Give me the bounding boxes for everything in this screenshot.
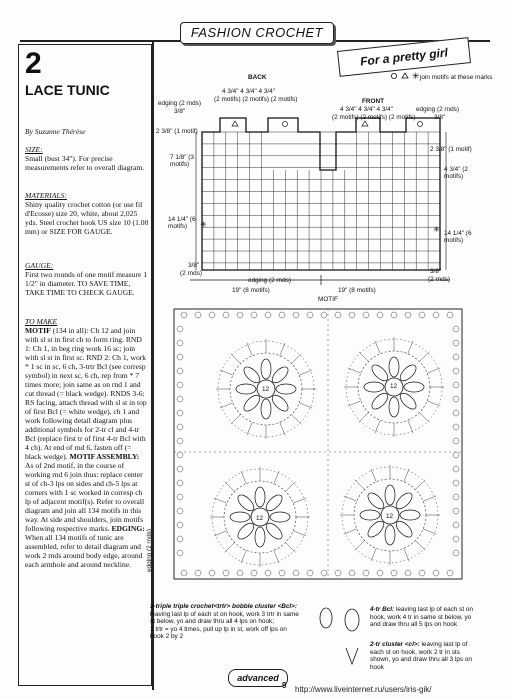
petal [360, 510, 380, 520]
schematic-grid [150, 70, 512, 300]
edge-loop [453, 340, 459, 346]
edge-loop [177, 452, 183, 458]
edge-loop [177, 480, 183, 486]
legend-bcl-title: 3-triple triple crochet<trtr> bobble cluster <Bcl>: [150, 603, 298, 610]
stitch-line [404, 548, 409, 561]
stitch-line [241, 550, 246, 563]
motif-drawing [170, 305, 466, 583]
size-text: Small (bust 34"). For precise measurements refer to overall diagram. [25, 154, 145, 172]
edge-loop [251, 570, 257, 576]
edge-loop [177, 508, 183, 514]
edge-loop [251, 312, 257, 318]
header-title: FASHION CROCHET [190, 25, 324, 40]
gauge-text: First two rounds of one motif measure 1 1/2" in diameter. TO SAVE TIME, TAKE TIME TO CHECK GAUGE. [25, 270, 148, 297]
edge-loop [307, 570, 313, 576]
front-top-dims: 4 3/4" 4 3/4" 4 3/4" [340, 106, 393, 113]
petal [385, 525, 395, 545]
make-section [25, 317, 149, 569]
edge-loop [453, 508, 459, 514]
edge-loop [237, 570, 243, 576]
petal [255, 527, 265, 547]
edge-loop [307, 312, 313, 318]
svg-text:✳: ✳ [200, 220, 207, 229]
edge-loop [321, 312, 327, 318]
edge-loop [279, 570, 285, 576]
back-label: BACK [248, 74, 267, 81]
left-dim-2: 7 1/8" (3 motifs) [170, 154, 194, 168]
stitch-line [348, 401, 361, 406]
edge-loop [265, 312, 271, 318]
gauge-section [25, 261, 149, 297]
stitch-line [299, 403, 312, 408]
petal [398, 362, 419, 383]
petal [400, 510, 420, 520]
eighth-left-bottom: 3/8" [188, 262, 200, 269]
author-line: By Suzanne Thérèse [25, 127, 86, 136]
edge-loop [335, 312, 341, 318]
left-dim-3: 14 1/4" (6 motifs) [168, 216, 196, 230]
edge-loop [335, 570, 341, 576]
stitch-line [423, 496, 436, 501]
edge-loop [447, 312, 453, 318]
petal [235, 492, 256, 513]
svg-text:✳: ✳ [412, 72, 420, 82]
motif-label: MOTIF [318, 296, 338, 303]
petal [404, 382, 424, 392]
back-top-motifs: (2 motifs) (2 motifs) (2 motifs) [214, 96, 298, 103]
instructions-box [18, 44, 152, 686]
stitch-line [293, 531, 306, 536]
stitch-line [299, 370, 312, 375]
petal [365, 519, 386, 540]
instructions-column [16, 40, 154, 690]
edge-loop [453, 368, 459, 374]
edge-loop [453, 382, 459, 388]
petal [235, 521, 256, 542]
stitch-line [359, 412, 369, 422]
eighth-right-bottom: 3/8" [430, 268, 442, 275]
stitch-line [408, 341, 413, 354]
edge-loop [177, 410, 183, 416]
motif-center-3: 12 [256, 515, 264, 522]
petal [276, 384, 296, 394]
edge-loop [293, 570, 299, 576]
stitch-line [293, 498, 306, 503]
brand-text: advanced [237, 673, 279, 683]
stitch-line [231, 354, 241, 364]
petal [255, 487, 265, 507]
edge-loop [419, 312, 425, 318]
edge-loop [349, 570, 355, 576]
assembly-heading: MOTIF ASSEMBLY: [69, 452, 140, 461]
petal [236, 384, 256, 394]
petal [394, 490, 415, 511]
stitch-line [375, 341, 380, 354]
stitch-line [408, 420, 413, 433]
petal [264, 492, 285, 513]
right-dim-1: 2 3/8" (1 motif) [430, 146, 472, 153]
motif-center-4: 12 [386, 513, 394, 520]
edge-loop [391, 312, 397, 318]
stitch-line [427, 401, 440, 406]
stitch-line [423, 529, 436, 534]
edge-loop [177, 382, 183, 388]
rnds-left-bottom: (2 rnds) [180, 270, 203, 277]
size-heading: SIZE: [25, 145, 43, 154]
make-heading: TO MAKE [25, 317, 58, 326]
petal [389, 397, 399, 417]
stitch-line [285, 542, 295, 552]
edge-loop [181, 312, 187, 318]
edge-loop [177, 424, 183, 430]
stitch-line [344, 529, 357, 534]
pattern-number: 2 [25, 47, 42, 80]
petal [230, 512, 250, 522]
left-dim-1: 2 3/8" (1 motif) [156, 128, 198, 135]
stitch-line [280, 343, 285, 356]
stitch-line [280, 422, 285, 435]
page-number: 9 [282, 681, 287, 690]
stitch-line [375, 420, 380, 433]
back-top-dims: 4 3/4" 4 3/4" 4 3/4" [222, 88, 275, 95]
edge-loop [433, 570, 439, 576]
edge-loop [209, 570, 215, 576]
bottom-dim-front: 19" (8 motifs) [338, 287, 376, 294]
stitch-line [274, 471, 279, 484]
stitch-line [247, 422, 252, 435]
edging-text: When all 134 motifs of tunic are assembled, refer to detail diagram and work 2 rnds around body edge, around each armhole and around neckline. [25, 533, 143, 569]
edge-loop [453, 550, 459, 556]
stitch-line [220, 403, 233, 408]
petal [261, 399, 271, 419]
petal [270, 393, 291, 414]
assembly-text: As of 2nd motif, in the course of working rnd 6 join thus: replace center st of ch-3 lps on sides and ch-5 lps at corners with 1 sc worked in corresp ch lp of adjacent motif(s). Refer to overall diagram and join all 134 motifs in this way. At side and shoulders, join motifs following respective marks. [25, 461, 145, 533]
materials-heading: MATERIALS: [25, 191, 67, 200]
legend-cl-title: 2-tr cluster <cl>: [370, 641, 420, 648]
edge-loop [453, 354, 459, 360]
materials-text: Shiny quality crochet cotton (or use fil d'Ecosse) size 20, white, about 2,025 yds. Steel crochet hook US size 10 (1.00 mm) or SIZE FOR GAUGE. [25, 200, 149, 236]
motif-text: (134 in all): Ch 12 and join with sl st in first ch to form ring. RND 1: Ch 1, in beg ring work 16 sc; join with sl st in first sc. RND 2: Ch 1, work * 1 sc in sc, 6 ch, 3-trtr Bcl (see corresp symbol) in next sc, 6 ch, rep from * 7 times more; join same as on rnd 1 and cut thread (= black wedge). RNDS 3-6: RS facing, attach thread with sl st in top of first Bcl (= white wedge), ch 1 and work following detail diagram plus additional symbols for 2-tr cl and 4-tr Bcl (replace first tr of first 4-tr Bcl with 4 ch). At end of rnd 6, fasten off (= black wedge). [25, 326, 147, 461]
edge-loop [321, 570, 327, 576]
stitch-line [274, 550, 279, 563]
join-note: join motifs at these marks [420, 74, 493, 81]
edge-loop [177, 522, 183, 528]
petal [398, 391, 419, 412]
motif-edging-label: edging (2 rnds) [146, 529, 153, 572]
edge-loop [177, 340, 183, 346]
brand-badge [228, 669, 288, 687]
stitch-line [344, 496, 357, 501]
stitch-line [241, 471, 246, 484]
petal [241, 393, 262, 414]
petal [261, 359, 271, 379]
edge-loop [453, 452, 459, 458]
legend-trtr-text: 1 trtr = yo 4 times, pull up lp in st, work off lps on hook 2 by 2 [150, 625, 287, 641]
stitch-line [419, 412, 429, 422]
motif-center-1: 12 [262, 386, 270, 393]
edge-loop [405, 570, 411, 576]
edge-loop [453, 522, 459, 528]
edge-loop [177, 396, 183, 402]
source-url: http://www.liveinternet.ru/users/iris-gik/ [295, 685, 432, 694]
petal [369, 362, 390, 383]
banner-text: For a pretty girl [359, 45, 449, 69]
legend-symbols [312, 606, 364, 666]
stitch-line [225, 542, 235, 552]
stitch-line [291, 414, 301, 424]
edge-loop [177, 326, 183, 332]
edge-loop [293, 312, 299, 318]
materials-section [25, 191, 149, 236]
stitch-line [220, 370, 233, 375]
legend-4tr-text: leaving last lp of each st on hook, work 4 tr in same st below, yo and draw thru all 5 lps on hook [370, 606, 474, 629]
edge-loop [419, 570, 425, 576]
pattern-title: LACE TUNIC [25, 82, 110, 98]
petal [394, 519, 415, 540]
edge-loop [453, 536, 459, 542]
bottom-dim-back: 19" (8 motifs) [232, 287, 270, 294]
tunic-schematic [150, 70, 512, 300]
legend-4tr [370, 606, 480, 629]
stitch-line [419, 352, 429, 362]
edge-loop [453, 494, 459, 500]
legend-cl-text: leaving last lp of each st on hook, work 2 tr in sts shown, yo and draw thru all 3 lps on hook [370, 641, 472, 671]
stitch-line [371, 469, 376, 482]
rnds-right-bottom: (2 rnds) [428, 276, 451, 283]
edge-loop [363, 570, 369, 576]
edge-loop [177, 550, 183, 556]
edge-loop [181, 570, 187, 576]
edge-loop [377, 312, 383, 318]
right-dim-2: 4 3/4" (2 motifs) [444, 166, 468, 180]
edge-loop [363, 312, 369, 318]
edge-loop [237, 312, 243, 318]
edge-loop [177, 438, 183, 444]
edging-right-top: edging (2 rnds) [416, 106, 459, 113]
edge-loop [209, 312, 215, 318]
stitch-line [225, 482, 235, 492]
stitch-line [214, 498, 227, 503]
legend-bcl [150, 603, 300, 641]
petal [369, 391, 390, 412]
edge-loop [405, 312, 411, 318]
stitch-line [355, 540, 365, 550]
right-dim-3: 14 1/4" (6 motifs) [444, 230, 472, 244]
petal [270, 512, 290, 522]
stitch-line [355, 480, 365, 490]
header-tab [180, 22, 334, 44]
motif-center-2: 12 [390, 383, 398, 390]
petal [264, 521, 285, 542]
edge-loop [195, 570, 201, 576]
edge-loop [453, 438, 459, 444]
petal [389, 357, 399, 377]
stitch-line [231, 414, 241, 424]
edge-loop [391, 570, 397, 576]
stitch-line [359, 352, 369, 362]
petal [270, 364, 291, 385]
edge-loop [453, 326, 459, 332]
legend-bcl-text: leaving last lp of each st on hook, work 3 trtr in same st below, yo and draw thru all 4 lps on hook; [150, 610, 299, 626]
petal [364, 382, 384, 392]
stitch-line [404, 469, 409, 482]
stitch-line [247, 343, 252, 356]
edge-loop [453, 396, 459, 402]
petal [241, 364, 262, 385]
stitch-line [371, 548, 376, 561]
eighth-left-top: 3/8" [174, 108, 186, 115]
svg-text:✳: ✳ [433, 225, 440, 234]
legend-cl [370, 641, 480, 671]
edge-loop [223, 312, 229, 318]
edge-loop [223, 570, 229, 576]
front-top-motifs: (2 motifs) (2 motifs) (2 motifs) [332, 114, 416, 121]
edge-loop [453, 424, 459, 430]
front-label: FRONT [362, 98, 385, 105]
edge-loop [433, 312, 439, 318]
edge-loop [453, 466, 459, 472]
size-section [25, 145, 149, 172]
petal [385, 485, 395, 505]
edge-loop [177, 536, 183, 542]
stitch-line [285, 482, 295, 492]
motif-heading: MOTIF [25, 326, 51, 335]
legend-4tr-title: 4-tr Bcl: [370, 606, 395, 613]
stitch-line [415, 540, 425, 550]
edge-loop [177, 494, 183, 500]
stitch-line [291, 354, 301, 364]
edge-loop [265, 570, 271, 576]
edge-loop [447, 570, 453, 576]
stitch-line [427, 368, 440, 373]
gauge-heading: GAUGE: [25, 261, 54, 270]
edge-loop [377, 570, 383, 576]
stitch-line [415, 480, 425, 490]
edge-loop [177, 354, 183, 360]
stitch-line [348, 368, 361, 373]
eighth-right-top: 3/8" [434, 114, 446, 121]
edge-loop [177, 368, 183, 374]
edge-loop [453, 480, 459, 486]
motif-chart [170, 305, 466, 583]
edge-loop [195, 312, 201, 318]
edge-loop [453, 410, 459, 416]
edging-heading: EDGING: [111, 524, 145, 533]
edging-left-top: edging (2 rnds) [158, 100, 201, 107]
edge-loop [177, 466, 183, 472]
edge-loop [279, 312, 285, 318]
bottom-edging: edging (2 rnds) [248, 277, 291, 284]
stitch-line [214, 531, 227, 536]
edge-loop [349, 312, 355, 318]
petal [365, 490, 386, 511]
